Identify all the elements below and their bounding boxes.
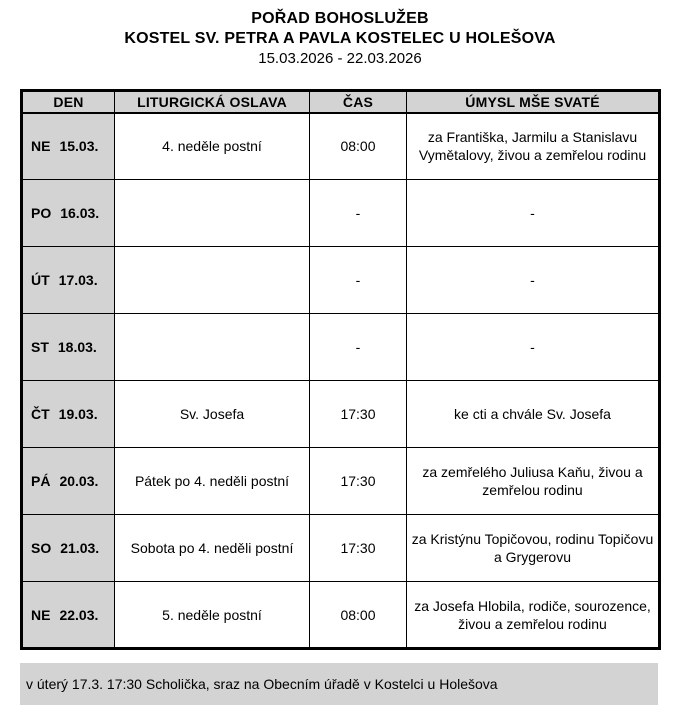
- celebration-cell: 4. neděle postní: [115, 113, 310, 180]
- intention-cell: za zemřelého Juliusa Kaňu, živou a zemřelou rodinu: [407, 448, 660, 515]
- header-row: [22, 91, 660, 113]
- day-cell: [22, 314, 115, 381]
- celebration-cell: [115, 180, 310, 247]
- day-abbr: NE: [31, 606, 51, 623]
- day-date: 20.03.: [59, 473, 99, 489]
- table-row: [22, 582, 660, 649]
- day-cell: [22, 247, 115, 314]
- celebration-cell: [115, 247, 310, 314]
- time-cell: 17:30: [310, 448, 407, 515]
- day-date: 21.03.: [60, 540, 100, 556]
- day-abbr: ČT: [31, 406, 50, 422]
- day-label: [31, 204, 110, 222]
- day-label: [31, 137, 110, 155]
- doc-date-range: 15.03.2026 - 22.03.2026: [258, 50, 422, 67]
- table-row: [22, 381, 660, 448]
- day-abbr: ST: [31, 339, 49, 355]
- doc-subtitle: KOSTEL SV. PETRA A PAVLA KOSTELEC U HOLEŠOVA: [124, 30, 556, 47]
- table-row: [22, 180, 660, 247]
- day-date: 18.03.: [57, 339, 97, 355]
- celebration-cell: Pátek po 4. neděli postní: [115, 448, 310, 515]
- day-cell: [22, 113, 115, 180]
- day-label: [31, 338, 110, 356]
- day-cell: [22, 180, 115, 247]
- table-row: [22, 113, 660, 180]
- table-row: [22, 314, 660, 381]
- celebration-cell: [115, 314, 310, 381]
- table-row: [22, 247, 660, 314]
- celebration-cell: Sv. Josefa: [115, 381, 310, 448]
- day-date: 17.03.: [58, 272, 98, 288]
- day-label: [31, 472, 110, 490]
- day-abbr: PO: [31, 205, 52, 221]
- intention-cell: za Františka, Jarmilu a Stanislavu Vymětalovy, živou a zemřelou rodinu: [407, 113, 660, 180]
- table-row: [22, 515, 660, 582]
- time-cell: 08:00: [310, 582, 407, 649]
- day-cell: [22, 515, 115, 582]
- time-cell: 17:30: [310, 515, 407, 582]
- day-label: [31, 271, 110, 289]
- day-date: 19.03.: [58, 406, 98, 422]
- day-abbr: NE: [31, 138, 51, 155]
- day-label: [31, 405, 110, 423]
- column-header-liturgicka-oslava: LITURGICKÁ OSLAVA: [115, 91, 310, 113]
- celebration-cell: 5. neděle postní: [115, 582, 310, 649]
- day-date: 22.03.: [59, 606, 99, 623]
- column-header-umysl: ÚMYSL MŠE SVATÉ: [407, 91, 660, 113]
- intention-cell: ke cti a chvále Sv. Josefa: [407, 381, 660, 448]
- time-cell: 17:30: [310, 381, 407, 448]
- table-header: [22, 91, 660, 113]
- doc-title: POŘAD BOHOSLUŽEB: [251, 10, 429, 27]
- day-abbr: SO: [31, 540, 52, 556]
- day-cell: [22, 582, 115, 649]
- time-cell: -: [310, 314, 407, 381]
- day-date: 15.03.: [59, 138, 99, 155]
- time-cell: -: [310, 247, 407, 314]
- intention-cell: za Josefa Hlobila, rodiče, sourozence, živou a zemřelou rodinu: [407, 582, 660, 649]
- time-cell: 08:00: [310, 113, 407, 180]
- day-date: 16.03.: [60, 205, 100, 221]
- intention-cell: -: [407, 180, 660, 247]
- day-cell: [22, 381, 115, 448]
- day-abbr: ÚT: [31, 272, 50, 288]
- intention-cell: -: [407, 314, 660, 381]
- intention-cell: -: [407, 247, 660, 314]
- day-abbr: PÁ: [31, 473, 51, 489]
- table-row: [22, 448, 660, 515]
- time-cell: -: [310, 180, 407, 247]
- intention-cell: za Kristýnu Topičovou, rodinu Topičovu a Grygerovu: [407, 515, 660, 582]
- day-label: [31, 539, 110, 557]
- document-header: [0, 0, 680, 69]
- column-header-den: DEN: [22, 91, 115, 113]
- footer-note: v úterý 17.3. 17:30 Scholička, sraz na Obecním úřadě v Kostelci u Holešova: [20, 663, 658, 705]
- day-label: [31, 606, 110, 624]
- column-header-cas: ČAS: [310, 91, 407, 113]
- celebration-cell: Sobota po 4. neděli postní: [115, 515, 310, 582]
- schedule-table: [20, 89, 661, 650]
- day-cell: [22, 448, 115, 515]
